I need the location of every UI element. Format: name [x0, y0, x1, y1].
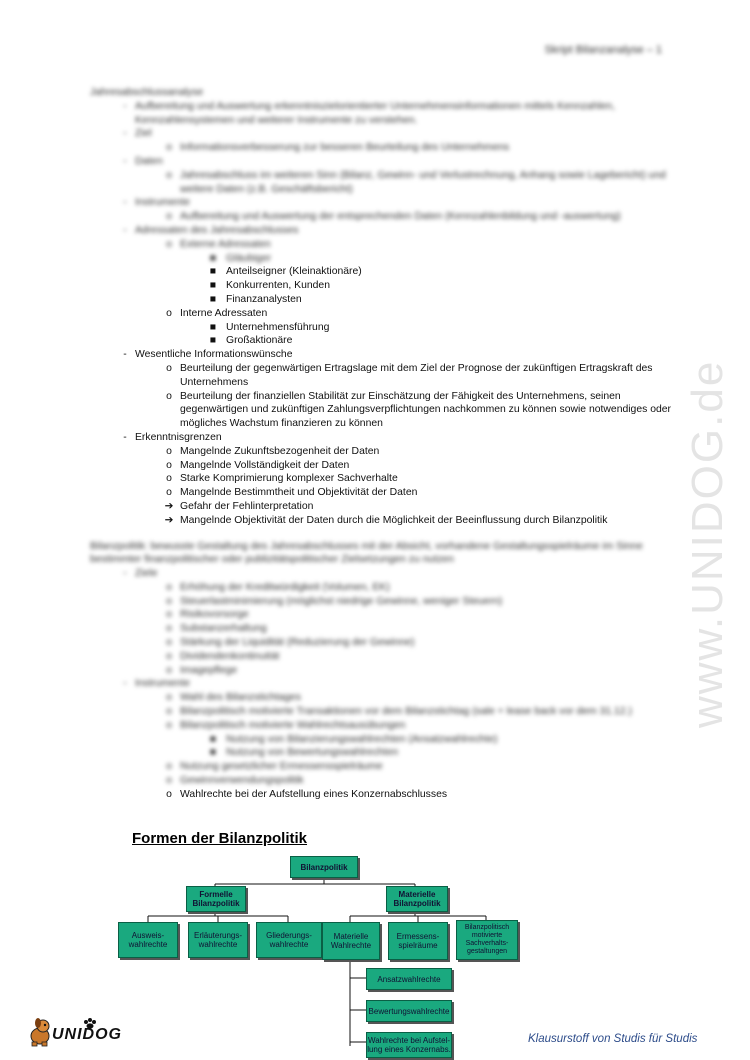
box-ansatzwahlrechte: Ansatzwahlrechte	[366, 968, 452, 990]
bullet-marker: -	[123, 224, 127, 236]
box-materielle-wahlrechte: Materielle Wahlrechte	[322, 922, 380, 960]
list-item	[90, 155, 680, 169]
list-item-text: Ziele	[135, 568, 158, 580]
watermark	[676, 250, 736, 730]
list-item-text: Wahl des Bilanzstichtages	[180, 692, 301, 704]
bullet-marker: o	[166, 706, 172, 718]
list-item	[90, 252, 680, 266]
list-item-text: Nutzung von Bewertungswahlrechten	[226, 747, 399, 759]
list-item-text: Wesentliche Informationswünsche	[135, 349, 293, 361]
box-formelle-bilanzpolitik: Formelle Bilanzpolitik	[186, 886, 246, 912]
bullet-marker: o	[166, 445, 172, 457]
footer-logo-text: UNIDOG	[52, 1026, 122, 1043]
list-item-text: Aufbereitung und Auswertung der entsprechenden Daten (Kennzahlenbildung und -auswertung)	[180, 211, 621, 223]
list-item	[90, 540, 680, 568]
list-item	[90, 622, 680, 636]
list-item	[90, 141, 680, 155]
bullet-marker: ■	[209, 733, 217, 745]
bullet-marker: o	[166, 623, 172, 635]
bullet-marker: -	[123, 155, 127, 167]
list-item	[90, 210, 680, 224]
list-item	[90, 567, 680, 581]
bullet-marker: ➔	[164, 514, 174, 526]
list-item	[90, 293, 680, 307]
list-item-text: Nutzung gesetzlicher Ermessensspielräume	[180, 761, 383, 773]
bullet-marker: -	[123, 568, 127, 580]
list-item-text: Mangelnde Bestimmtheit und Objektivität der Daten	[180, 487, 418, 499]
list-item-text: Substanzerhaltung	[180, 623, 267, 635]
list-item	[90, 636, 680, 650]
list-item	[90, 650, 680, 664]
bullet-marker: o	[166, 775, 172, 787]
list-item	[90, 224, 680, 238]
bullet-marker: -	[123, 431, 127, 443]
bullet-marker: ➔	[164, 500, 174, 512]
bullet-marker: o	[166, 650, 172, 662]
list-item-text: Wahlrechte bei der Aufstellung eines Konzernabschlusses	[180, 788, 448, 800]
list-item-text: Beurteilung der gegenwärtigen Ertragslage mit dem Ziel der Prognose der zukünftigen Ertragskraft des Unternehmens	[180, 362, 653, 388]
list-item-text: Adressaten des Jahresabschlusses	[135, 224, 299, 236]
document-body	[90, 86, 680, 802]
list-item-text: Erhöhung der Kreditwürdigkeit (Volumen, EK)	[180, 581, 390, 593]
bullet-marker: -	[123, 678, 127, 690]
list-item-text: Starke Komprimierung komplexer Sachverhalte	[180, 473, 398, 485]
list-item	[90, 362, 680, 390]
list-item-text: Erkenntnisgrenzen	[135, 431, 222, 443]
list-item	[90, 86, 680, 100]
list-item-text: Konkurrenten, Kunden	[226, 280, 330, 292]
list-item	[90, 431, 680, 445]
bullet-marker: -	[123, 197, 127, 209]
list-item-text: Ziel	[135, 128, 152, 140]
list-item-text: Risikovorsorge	[180, 609, 249, 621]
bullet-marker: ■	[209, 321, 217, 333]
list-item-text: Imagepflege	[180, 664, 238, 676]
bullet-marker: ■	[209, 280, 217, 292]
list-item	[90, 459, 680, 473]
bullet-marker: o	[166, 390, 172, 402]
bullet-marker: o	[166, 362, 172, 374]
list-item	[90, 581, 680, 595]
list-item-text: Aufbereitung und Auswertung erkenntniszielorientierter Unternehmensinformationen mittels Kennzahlen, Kennzahlensystemen und weiterer Instrumente zu verstehen.	[135, 100, 615, 126]
list-item-text: Interne Adressaten	[180, 307, 268, 319]
list-item	[90, 760, 680, 774]
list-item-text: Anteilseigner (Kleinaktionäre)	[226, 266, 362, 278]
list-item	[90, 691, 680, 705]
list-item-text: Finanzanalysten	[226, 293, 302, 305]
list-item	[90, 608, 680, 622]
list-item	[90, 719, 680, 733]
bullet-marker: o	[166, 487, 172, 499]
list-item	[90, 348, 680, 362]
bullet-marker: o	[166, 761, 172, 773]
bullet-marker: o	[166, 637, 172, 649]
list-item	[90, 514, 680, 528]
list-item-text: Gläubiger	[226, 252, 272, 264]
list-item-text: Bilanzpolitisch motivierte Wahlrechtsausübungen	[180, 719, 406, 731]
box-sachverhaltsgestaltungen: Bilanzpolitisch motivierte Sachverhalts-gestaltungen	[456, 920, 518, 960]
list-item	[90, 486, 680, 500]
list-item	[90, 307, 680, 321]
box-ermessensspielraeume: Ermessens-spielräume	[388, 922, 448, 960]
list-item	[90, 595, 680, 609]
bullet-marker: o	[166, 609, 172, 621]
list-item	[90, 334, 680, 348]
bullet-marker: ■	[209, 252, 217, 264]
list-item	[90, 265, 680, 279]
box-materielle-bilanzpolitik: Materielle Bilanzpolitik	[386, 886, 448, 912]
list-item-text: Mangelnde Objektivität der Daten durch die Möglichkeit der Beeinflussung durch Bilanzpolitik	[180, 514, 608, 526]
watermark-text: www.UNIDOG.de	[683, 359, 732, 728]
list-item	[90, 169, 680, 197]
list-item	[90, 500, 680, 514]
list-item	[90, 321, 680, 335]
list-item-text: Unternehmensführung	[226, 321, 330, 333]
list-item	[90, 238, 680, 252]
list-item-text: Externe Adressaten	[180, 238, 271, 250]
list-item	[90, 127, 680, 141]
bullet-marker: -	[123, 349, 127, 361]
list-item	[90, 733, 680, 747]
box-konzernabschluss-wahlrechte: Wahlrechte bei Aufstel-lung eines Konzernabs.	[366, 1032, 452, 1058]
list-item	[90, 472, 680, 486]
list-item	[90, 774, 680, 788]
list-item	[90, 664, 680, 678]
bullet-marker: o	[166, 169, 172, 181]
list-item	[90, 100, 680, 128]
list-item-text: Stärkung der Liquidität (Reduzierung der Gewinne)	[180, 637, 415, 649]
list-item-text: Beurteilung der finanziellen Stabilität zur Einschätzung der Fähigkeit des Unternehmens, seinen gegenwärtigen und zukünftigen Zahlungsverpflichtungen nachkommen zu können sowie notwendiges oder mögliches Wachstum finanzieren zu können	[180, 390, 671, 430]
bullet-marker: ■	[209, 747, 217, 759]
list-item	[90, 279, 680, 293]
list-item-text: Jahresabschluss im weiteren Sinn (Bilanz, Gewinn- und Verlustrechnung, Anhang sowie Lagebericht) und weitere Daten (z.B. Geschäftsbericht)	[180, 169, 666, 195]
bullet-marker: o	[166, 238, 172, 250]
bullet-marker: o	[166, 473, 172, 485]
box-bilanzpolitik: Bilanzpolitik	[290, 856, 358, 878]
bullet-marker: o	[166, 142, 172, 154]
bullet-marker: o	[166, 664, 172, 676]
list-item-text: Instrumente	[135, 197, 190, 209]
list-item	[90, 390, 680, 431]
list-item-text: Nutzung von Bilanzierungswahlrechten (Ansatzwahlrechte)	[226, 733, 498, 745]
bullet-marker: o	[166, 719, 172, 731]
diagram-title: Formen der Bilanzpolitik	[132, 830, 308, 847]
bullet-marker: -	[123, 100, 127, 112]
bullet-marker: o	[166, 211, 172, 223]
page-header: Skript Bilanzanalyse – 1	[544, 44, 662, 56]
list-item-text: Mangelnde Vollständigkeit der Daten	[180, 459, 350, 471]
list-item-text: Bilanzpolitisch motivierte Transaktionen vor dem Bilanzstichtag (sale + lease back vor dem 31.12.)	[180, 706, 632, 718]
list-item-text: Gefahr der Fehlinterpretation	[180, 500, 314, 512]
section-jahresabschlussanalyse	[90, 86, 680, 528]
list-item-text: Dividendenkontinuität	[180, 650, 280, 662]
list-item	[90, 746, 680, 760]
list-item-text: Instrumente	[135, 678, 190, 690]
list-item-text: Jahresabschlussanalyse	[90, 87, 204, 98]
box-gliederungswahlrechte: Gliederungs-wahlrechte	[256, 922, 322, 958]
list-item-text: Bilanzpolitik: bewusste Gestaltung des Jahresabschlusses mit der Absicht, vorhandene Gestaltungsspielräume im Sinne bestimmter finanzpolitischer oder publizitätspolitischer Zielsetzungen zu nutzen	[90, 540, 643, 566]
list-item-text: Mangelnde Zukunftsbezogenheit der Daten	[180, 445, 380, 457]
list-item	[90, 705, 680, 719]
bullet-marker: ■	[209, 293, 217, 305]
bullet-marker: -	[123, 128, 127, 140]
footer-tagline: Klausurstoff von Studis für Studis	[528, 1033, 698, 1045]
list-item-text: Daten	[135, 155, 163, 167]
bilanzpolitik-diagram	[110, 852, 540, 1060]
bullet-marker: o	[166, 307, 172, 319]
section-bilanzpolitik	[90, 540, 680, 802]
bullet-marker: o	[166, 459, 172, 471]
box-ausweiswahlrechte: Ausweis-wahlrechte	[118, 922, 178, 958]
bullet-marker: ■	[209, 335, 217, 347]
bullet-marker: ■	[209, 266, 217, 278]
bullet-marker: o	[166, 692, 172, 704]
list-item-text: Informationsverbesserung zur besseren Beurteilung des Unternehmens	[180, 142, 510, 154]
list-item-text: Großaktionäre	[226, 335, 293, 347]
box-erlaeuterungswahlrechte: Erläuterungs-wahlrechte	[188, 922, 248, 958]
bullet-marker: o	[166, 581, 172, 593]
list-item	[90, 677, 680, 691]
list-item	[90, 788, 680, 802]
box-bewertungswahlrechte: Bewertungswahlrechte	[366, 1000, 452, 1022]
list-item-text: Steuerlastminimierung (möglichst niedrige Gewinne, weniger Steuern)	[180, 595, 503, 607]
bullet-marker: o	[166, 788, 172, 800]
bullet-marker: o	[166, 595, 172, 607]
list-item-text: Gewinnverwendungspolitik	[180, 775, 304, 787]
list-item	[90, 196, 680, 210]
list-item	[90, 445, 680, 459]
